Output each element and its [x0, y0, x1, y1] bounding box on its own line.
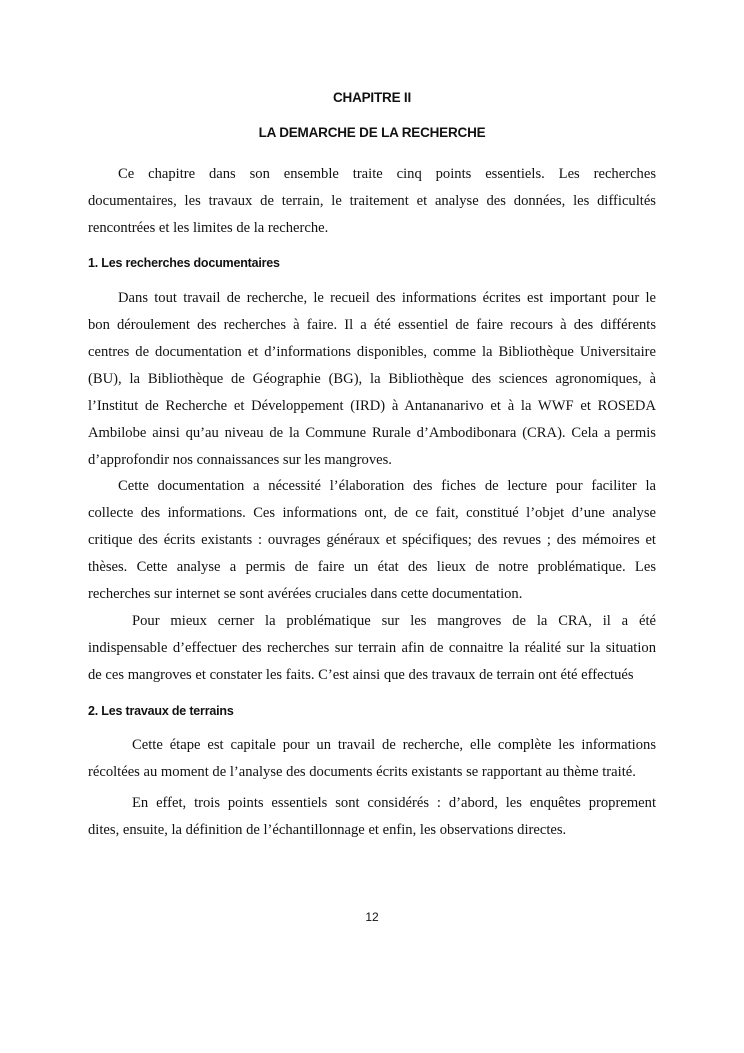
text-line: Dans tout travail de recherche, le recueil des informations écrites est important pour le	[118, 290, 656, 306]
section-2-heading: 2. Les travaux de terrains	[88, 704, 234, 718]
text-line: recherches sur internet se sont avérées cruciales dans cette documentation.	[88, 586, 523, 602]
chapter-title: LA DEMARCHE DE LA RECHERCHE	[258, 125, 486, 140]
text-line: Cette documentation a nécessité l’élaboration des fiches de lecture pour faciliter la	[118, 478, 656, 494]
text-line: indispensable d’effectuer des recherches sur terrain afin de connaitre la réalité sur la situation	[88, 640, 656, 656]
text-line: dites, ensuite, la définition de l’échantillonnage et enfin, les observations directes.	[88, 822, 567, 838]
page-number: 12	[365, 910, 379, 924]
section-2-paragraph-2	[88, 793, 656, 847]
section-2-paragraph-1	[88, 735, 656, 789]
text-line: rencontrées et les limites de la recherche.	[88, 220, 329, 236]
text-line: critique des écrits existants : ouvrages généraux et spécifiques; des revues ; des mémoires et	[88, 532, 656, 548]
text-line: l’Institut de Recherche et Développement (IRD) à Antananarivo et à la WWF et ROSEDA	[88, 398, 656, 414]
text-line: Cette étape est capitale pour un travail de recherche, elle complète les informations	[132, 737, 656, 753]
text-line: bon déroulement des recherches à faire. Il a été essentiel de faire recours à des différents	[88, 317, 656, 333]
text-line: documentaires, les travaux de terrain, le traitement et analyse des données, les difficultés	[88, 193, 656, 209]
section-1-heading: 1. Les recherches documentaires	[88, 256, 280, 270]
text-line: collecte des informations. Ces informations ont, de ce fait, constitué l’objet d’une analyse	[88, 505, 656, 521]
text-line: En effet, trois points essentiels sont considérés : d’abord, les enquêtes proprement	[132, 795, 656, 811]
chapter-label: CHAPITRE II	[332, 90, 412, 105]
section-1-paragraph-3	[88, 611, 656, 692]
text-line: récoltées au moment de l’analyse des documents écrits existants se rapportant au thème traité.	[88, 764, 636, 780]
text-line: (BU), la Bibliothèque de Géographie (BG), la Bibliothèque des sciences agronomiques, à	[88, 371, 656, 387]
text-line: Ambilobe ainsi qu’au niveau de la Commune Rurale d’Ambodibonara (CRA). Cela a permis	[88, 425, 656, 441]
text-line: Ce chapitre dans son ensemble traite cinq points essentiels. Les recherches	[118, 166, 656, 182]
section-1-paragraph-2	[88, 476, 656, 611]
text-line: centres de documentation et d’informations disponibles, comme la Bibliothèque Universitaire	[88, 344, 656, 360]
text-line: thèses. Cette analyse a permis de faire un état des lieux de notre problématique. Les	[88, 559, 656, 575]
text-line: Pour mieux cerner la problématique sur les mangroves de la CRA, il a été	[132, 613, 656, 629]
intro-paragraph	[88, 164, 656, 245]
text-line: de ces mangroves et constater les faits. C’est ainsi que des travaux de terrain ont été effectués	[88, 667, 634, 683]
section-1-paragraph-1	[88, 288, 656, 477]
text-line: d’approfondir nos connaissances sur les mangroves.	[88, 452, 392, 468]
